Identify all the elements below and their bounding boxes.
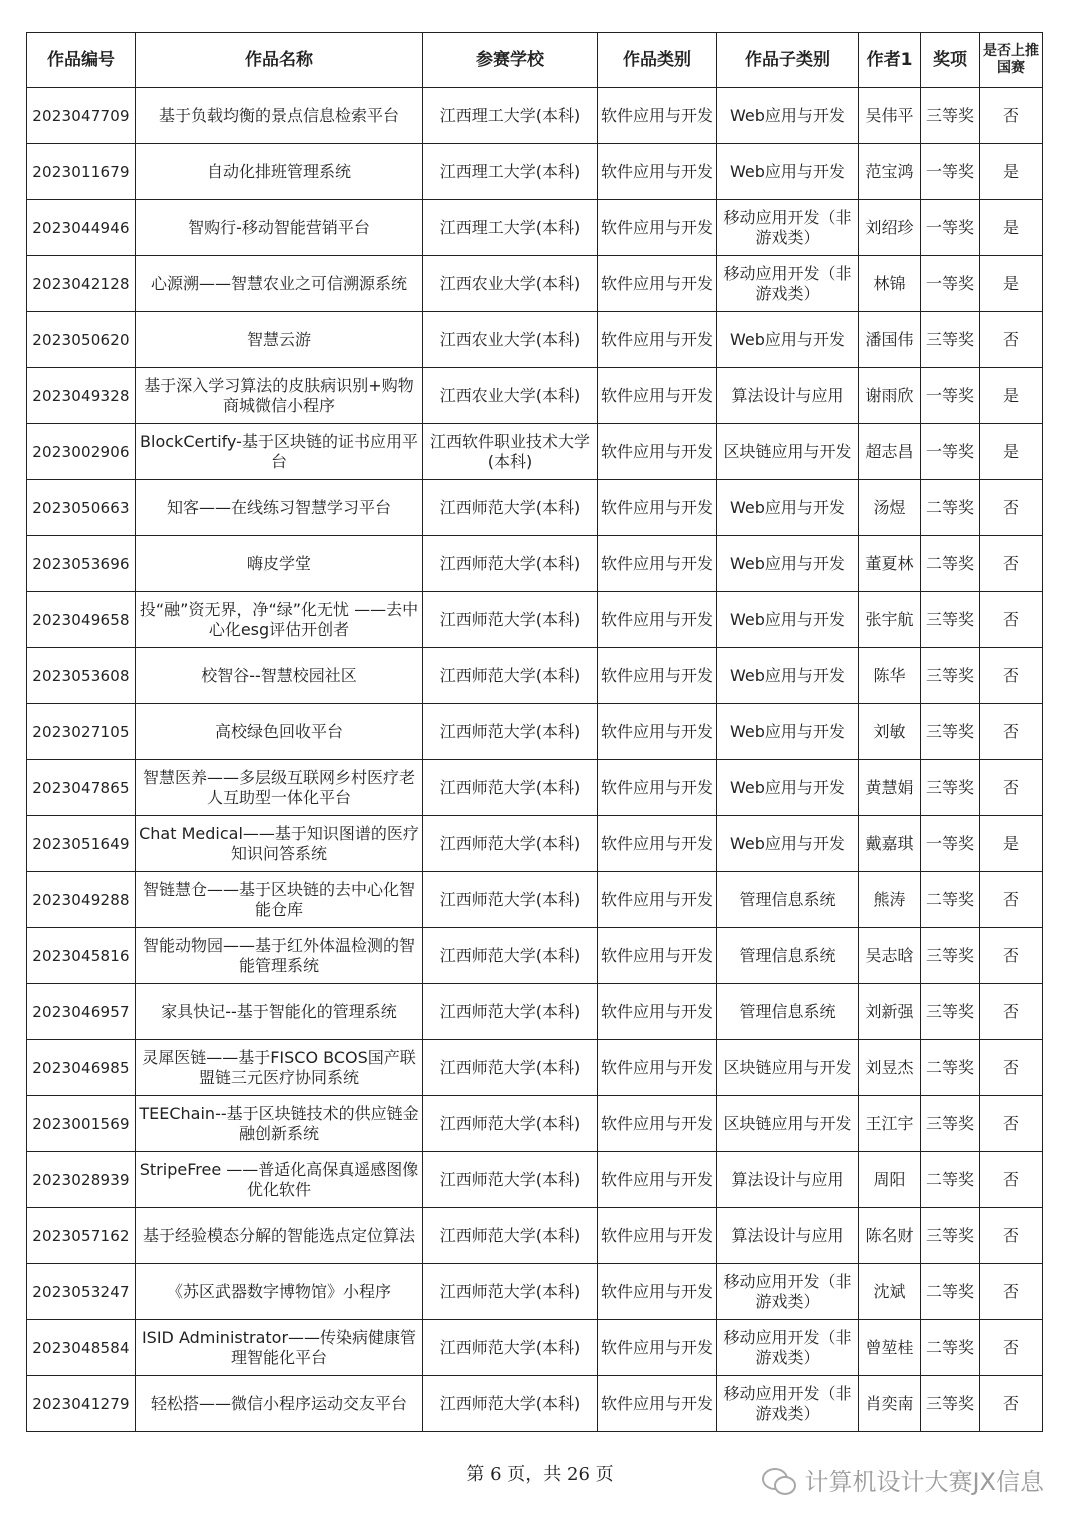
cell-code: 2023002906 [27,424,136,480]
cell-author: 范宝鸿 [859,144,921,200]
cell-national: 否 [980,648,1043,704]
cell-category: 软件应用与开发 [598,312,717,368]
cell-name: 智慧医养——多层级互联网乡村医疗老人互助型一体化平台 [136,760,423,816]
cell-author: 戴嘉琪 [859,816,921,872]
header-subcategory: 作品子类别 [717,33,859,88]
cell-award: 二等奖 [921,872,980,928]
cell-code: 2023047865 [27,760,136,816]
cell-category: 软件应用与开发 [598,984,717,1040]
cell-subcategory: Web应用与开发 [717,648,859,704]
cell-category: 软件应用与开发 [598,1376,717,1432]
cell-name: 灵犀医链——基于FISCO BCOS国产联盟链三元医疗协同系统 [136,1040,423,1096]
table-row [27,256,1043,312]
cell-code: 2023057162 [27,1208,136,1264]
cell-national: 是 [980,816,1043,872]
cell-category: 软件应用与开发 [598,200,717,256]
cell-school: 江西师范大学(本科) [423,1040,598,1096]
cell-national: 否 [980,760,1043,816]
cell-national: 否 [980,704,1043,760]
cell-author: 张宇航 [859,592,921,648]
cell-subcategory: 管理信息系统 [717,928,859,984]
cell-national: 否 [980,1376,1043,1432]
cell-author: 超志昌 [859,424,921,480]
cell-author: 吴伟平 [859,88,921,144]
cell-award: 三等奖 [921,648,980,704]
cell-name: 高校绿色回收平台 [136,704,423,760]
cell-school: 江西师范大学(本科) [423,928,598,984]
cell-name: 自动化排班管理系统 [136,144,423,200]
table-row [27,536,1043,592]
table-row [27,1040,1043,1096]
cell-category: 软件应用与开发 [598,816,717,872]
cell-subcategory: 算法设计与应用 [717,1152,859,1208]
cell-subcategory: Web应用与开发 [717,312,859,368]
table-row [27,368,1043,424]
cell-school: 江西师范大学(本科) [423,760,598,816]
cell-author: 曾堃桂 [859,1320,921,1376]
watermark-text: 计算机设计大赛JX信息 [804,1468,1044,1496]
cell-national: 是 [980,256,1043,312]
cell-school: 江西师范大学(本科) [423,816,598,872]
cell-name: 智能动物园——基于红外体温检测的智能管理系统 [136,928,423,984]
cell-award: 三等奖 [921,312,980,368]
cell-code: 2023045816 [27,928,136,984]
cell-school: 江西农业大学(本科) [423,256,598,312]
cell-subcategory: 移动应用开发（非游戏类） [717,1264,859,1320]
cell-code: 2023049328 [27,368,136,424]
cell-name: 校智谷--智慧校园社区 [136,648,423,704]
cell-category: 软件应用与开发 [598,1264,717,1320]
cell-name: TEEChain--基于区块链技术的供应链金融创新系统 [136,1096,423,1152]
cell-national: 否 [980,984,1043,1040]
cell-subcategory: Web应用与开发 [717,592,859,648]
cell-subcategory: Web应用与开发 [717,704,859,760]
cell-name: 心源溯——智慧农业之可信溯源系统 [136,256,423,312]
cell-award: 三等奖 [921,88,980,144]
cell-school: 江西师范大学(本科) [423,648,598,704]
cell-award: 一等奖 [921,256,980,312]
cell-code: 2023053608 [27,648,136,704]
header-national: 是否上推国赛 [980,33,1043,88]
cell-category: 软件应用与开发 [598,88,717,144]
cell-category: 软件应用与开发 [598,648,717,704]
cell-category: 软件应用与开发 [598,480,717,536]
cell-code: 2023047709 [27,88,136,144]
cell-category: 软件应用与开发 [598,928,717,984]
cell-award: 二等奖 [921,1264,980,1320]
cell-name: 知客——在线练习智慧学习平台 [136,480,423,536]
table-row [27,592,1043,648]
cell-national: 是 [980,424,1043,480]
cell-category: 软件应用与开发 [598,872,717,928]
header-award: 奖项 [921,33,980,88]
cell-author: 黄慧娟 [859,760,921,816]
cell-subcategory: 管理信息系统 [717,872,859,928]
cell-name: StripeFree ——普适化高保真遥感图像优化软件 [136,1152,423,1208]
table-row [27,1376,1043,1432]
cell-author: 周阳 [859,1152,921,1208]
cell-award: 一等奖 [921,816,980,872]
cell-subcategory: 管理信息系统 [717,984,859,1040]
table-row [27,1208,1043,1264]
header-code: 作品编号 [27,33,136,88]
cell-author: 沈斌 [859,1264,921,1320]
cell-code: 2023050663 [27,480,136,536]
cell-code: 2023027105 [27,704,136,760]
table-row [27,200,1043,256]
cell-national: 否 [980,312,1043,368]
table-row [27,704,1043,760]
cell-code: 2023049288 [27,872,136,928]
table-row [27,648,1043,704]
cell-code: 2023053696 [27,536,136,592]
cell-school: 江西农业大学(本科) [423,368,598,424]
cell-subcategory: Web应用与开发 [717,760,859,816]
cell-school: 江西理工大学(本科) [423,88,598,144]
cell-category: 软件应用与开发 [598,1040,717,1096]
cell-author: 刘新强 [859,984,921,1040]
table-row [27,144,1043,200]
cell-school: 江西师范大学(本科) [423,1208,598,1264]
cell-code: 2023053247 [27,1264,136,1320]
table-row [27,424,1043,480]
cell-name: 家具快记--基于智能化的管理系统 [136,984,423,1040]
cell-category: 软件应用与开发 [598,1152,717,1208]
watermark [762,1462,1044,1497]
cell-national: 否 [980,872,1043,928]
cell-subcategory: 移动应用开发（非游戏类） [717,1320,859,1376]
cell-code: 2023044946 [27,200,136,256]
cell-subcategory: Web应用与开发 [717,480,859,536]
cell-award: 二等奖 [921,480,980,536]
cell-code: 2023046957 [27,984,136,1040]
table-row [27,760,1043,816]
cell-author: 熊涛 [859,872,921,928]
cell-school: 江西理工大学(本科) [423,200,598,256]
cell-school: 江西师范大学(本科) [423,872,598,928]
cell-code: 2023028939 [27,1152,136,1208]
table-row [27,928,1043,984]
cell-national: 否 [980,88,1043,144]
cell-category: 软件应用与开发 [598,1096,717,1152]
cell-name: ISID Administrator——传染病健康管理智能化平台 [136,1320,423,1376]
cell-author: 肖奕南 [859,1376,921,1432]
cell-subcategory: 区块链应用与开发 [717,424,859,480]
cell-name: 嗨皮学堂 [136,536,423,592]
cell-category: 软件应用与开发 [598,1320,717,1376]
cell-national: 是 [980,368,1043,424]
cell-subcategory: 算法设计与应用 [717,1208,859,1264]
cell-code: 2023048584 [27,1320,136,1376]
cell-subcategory: 区块链应用与开发 [717,1096,859,1152]
cell-school: 江西师范大学(本科) [423,592,598,648]
cell-award: 三等奖 [921,592,980,648]
cell-author: 汤煜 [859,480,921,536]
cell-school: 江西师范大学(本科) [423,1376,598,1432]
cell-subcategory: 区块链应用与开发 [717,1040,859,1096]
cell-subcategory: Web应用与开发 [717,88,859,144]
cell-author: 刘绍珍 [859,200,921,256]
cell-subcategory: 移动应用开发（非游戏类） [717,200,859,256]
wechat-icon [762,1466,796,1494]
header-category: 作品类别 [598,33,717,88]
table-row [27,872,1043,928]
cell-school: 江西师范大学(本科) [423,984,598,1040]
table-row [27,1264,1043,1320]
cell-award: 三等奖 [921,1096,980,1152]
cell-school: 江西师范大学(本科) [423,1264,598,1320]
cell-name: 投“融”资无界，净“绿”化无忧 ——去中心化esg评估开创者 [136,592,423,648]
cell-author: 刘敏 [859,704,921,760]
cell-category: 软件应用与开发 [598,760,717,816]
cell-school: 江西师范大学(本科) [423,480,598,536]
cell-school: 江西师范大学(本科) [423,1320,598,1376]
cell-subcategory: 算法设计与应用 [717,368,859,424]
cell-category: 软件应用与开发 [598,536,717,592]
table-row [27,480,1043,536]
cell-author: 王江宇 [859,1096,921,1152]
cell-code: 2023011679 [27,144,136,200]
cell-category: 软件应用与开发 [598,1208,717,1264]
header-school: 参赛学校 [423,33,598,88]
cell-code: 2023051649 [27,816,136,872]
cell-code: 2023042128 [27,256,136,312]
cell-author: 林锦 [859,256,921,312]
cell-code: 2023041279 [27,1376,136,1432]
cell-award: 三等奖 [921,704,980,760]
cell-national: 否 [980,1208,1043,1264]
table-row [27,1320,1043,1376]
cell-name: 轻松搭——微信小程序运动交友平台 [136,1376,423,1432]
results-table [26,32,1043,1432]
cell-award: 二等奖 [921,1152,980,1208]
cell-national: 否 [980,1152,1043,1208]
cell-author: 吴志晗 [859,928,921,984]
cell-name: 智购行-移动智能营销平台 [136,200,423,256]
cell-national: 否 [980,1096,1043,1152]
cell-author: 陈名财 [859,1208,921,1264]
cell-name: Chat Medical——基于知识图谱的医疗知识问答系统 [136,816,423,872]
cell-school: 江西师范大学(本科) [423,1152,598,1208]
table-row [27,816,1043,872]
cell-award: 三等奖 [921,760,980,816]
cell-author: 董夏林 [859,536,921,592]
cell-name: 基于负载均衡的景点信息检索平台 [136,88,423,144]
cell-school: 江西软件职业技术大学(本科) [423,424,598,480]
cell-school: 江西师范大学(本科) [423,704,598,760]
cell-award: 一等奖 [921,424,980,480]
cell-subcategory: 移动应用开发（非游戏类） [717,256,859,312]
cell-national: 否 [980,592,1043,648]
table-header-row [27,33,1043,88]
cell-national: 否 [980,480,1043,536]
cell-award: 一等奖 [921,200,980,256]
cell-award: 二等奖 [921,536,980,592]
cell-code: 2023001569 [27,1096,136,1152]
cell-national: 是 [980,200,1043,256]
cell-name: BlockCertify-基于区块链的证书应用平台 [136,424,423,480]
table-body [27,88,1043,1432]
cell-code: 2023050620 [27,312,136,368]
cell-national: 否 [980,1040,1043,1096]
cell-award: 三等奖 [921,984,980,1040]
cell-name: 智慧云游 [136,312,423,368]
cell-category: 软件应用与开发 [598,424,717,480]
cell-category: 软件应用与开发 [598,144,717,200]
table-row [27,88,1043,144]
cell-author: 潘国伟 [859,312,921,368]
cell-author: 刘昱杰 [859,1040,921,1096]
cell-subcategory: Web应用与开发 [717,536,859,592]
cell-name: 智链慧仓——基于区块链的去中心化智能仓库 [136,872,423,928]
cell-subcategory: Web应用与开发 [717,144,859,200]
table-row [27,984,1043,1040]
cell-author: 陈华 [859,648,921,704]
results-table-container [26,32,1042,1432]
table-row [27,1152,1043,1208]
cell-school: 江西理工大学(本科) [423,144,598,200]
cell-national: 否 [980,1264,1043,1320]
cell-author: 谢雨欣 [859,368,921,424]
table-row [27,312,1043,368]
cell-award: 二等奖 [921,1040,980,1096]
header-author: 作者1 [859,33,921,88]
cell-category: 软件应用与开发 [598,256,717,312]
cell-award: 一等奖 [921,368,980,424]
cell-code: 2023046985 [27,1040,136,1096]
cell-category: 软件应用与开发 [598,368,717,424]
cell-subcategory: 移动应用开发（非游戏类） [717,1376,859,1432]
cell-school: 江西师范大学(本科) [423,536,598,592]
table-row [27,1096,1043,1152]
page-number: 第 6 页，共 26 页 [466,1464,614,1485]
cell-award: 三等奖 [921,1208,980,1264]
cell-name: 基于深入学习算法的皮肤病识别+购物商城微信小程序 [136,368,423,424]
cell-school: 江西农业大学(本科) [423,312,598,368]
cell-award: 三等奖 [921,928,980,984]
cell-national: 否 [980,1320,1043,1376]
cell-name: 《苏区武器数字博物馆》小程序 [136,1264,423,1320]
cell-school: 江西师范大学(本科) [423,1096,598,1152]
cell-award: 二等奖 [921,1320,980,1376]
cell-name: 基于经验模态分解的智能选点定位算法 [136,1208,423,1264]
cell-subcategory: Web应用与开发 [717,816,859,872]
cell-category: 软件应用与开发 [598,592,717,648]
cell-category: 软件应用与开发 [598,704,717,760]
cell-national: 是 [980,144,1043,200]
cell-national: 否 [980,536,1043,592]
header-name: 作品名称 [136,33,423,88]
cell-award: 三等奖 [921,1376,980,1432]
cell-national: 否 [980,928,1043,984]
cell-code: 2023049658 [27,592,136,648]
cell-award: 一等奖 [921,144,980,200]
